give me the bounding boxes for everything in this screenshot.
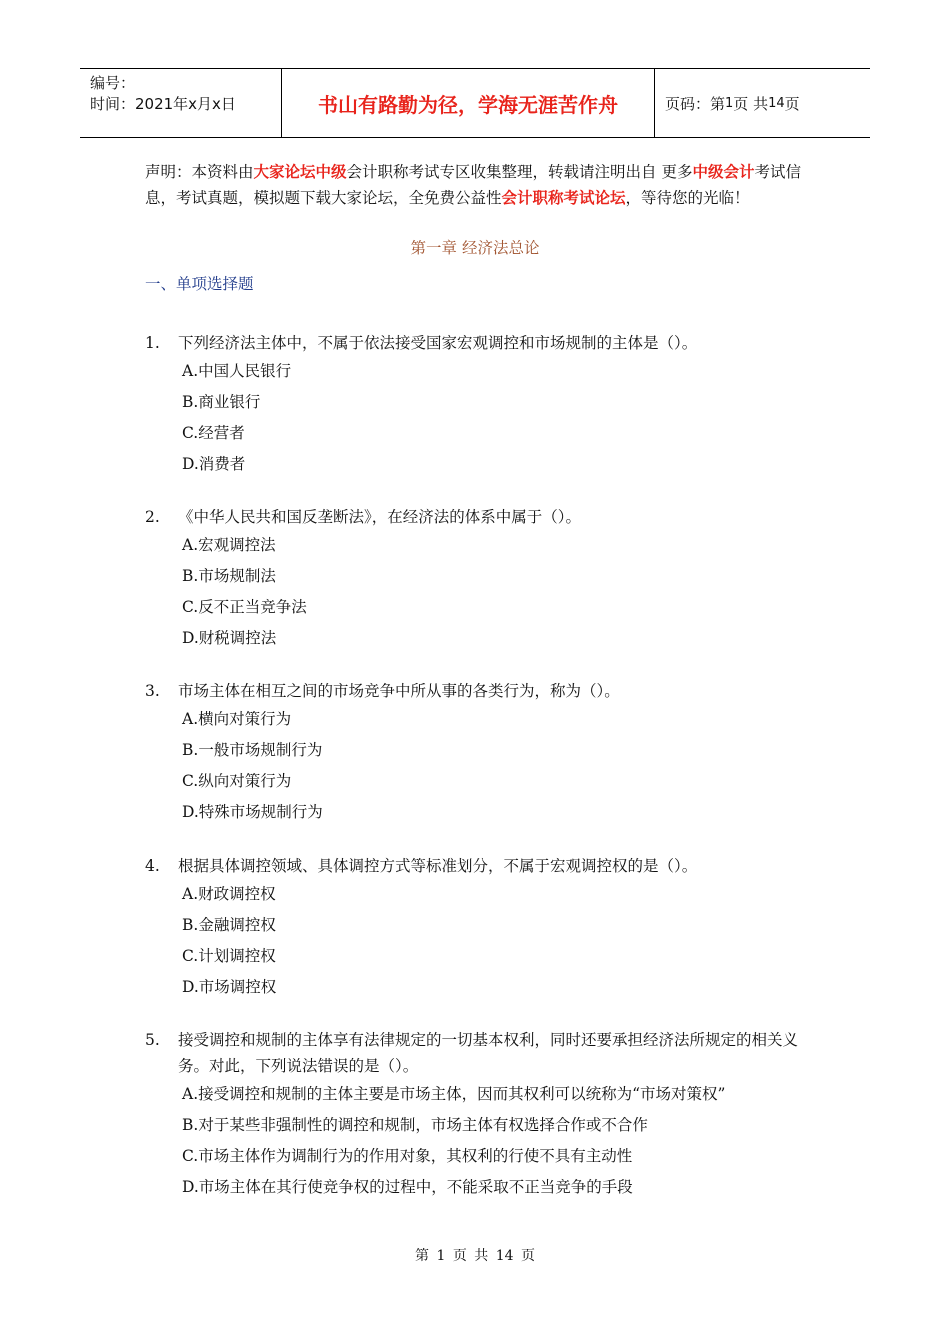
question-text: 市场主体在相互之间的市场竞争中所从事的各类行为，称为（）。 [178, 682, 620, 700]
header-motto: 书山有路勤为径，学海无涯苦作舟 [318, 92, 618, 117]
question-number: 1. [145, 334, 160, 352]
question-text: 根据具体调控领域、具体调控方式等标准划分，不属于宏观调控权的是（）。 [178, 857, 698, 875]
statement-text-1: 声明：本资料由 [145, 163, 254, 181]
option-d: D.市场调控权 [182, 978, 277, 996]
header-page-mid: 页 共 [733, 94, 769, 113]
footer-suffix: 页 [521, 1248, 535, 1264]
chapter-title: 第一章 经济法总论 [410, 239, 540, 257]
document-time-label: 时间：2021年x月x日 [90, 95, 236, 113]
question-item [145, 1027, 815, 1203]
header-page-prefix: 页码：第 [665, 94, 726, 113]
footer-prefix: 第 [414, 1248, 429, 1264]
question-item [145, 678, 815, 828]
question-text: 接受调控和规制的主体享有法律规定的一切基本权利，同时还要承担经济法所规定的相关义务。对此，下列说法错误的是（）。 [178, 1031, 799, 1075]
statement-text-4: ，等待您的光临！ [625, 189, 750, 207]
section-title: 一、单项选择题 [145, 275, 254, 293]
statement-link-accounting[interactable]: 中级会计 [692, 162, 755, 181]
option-b: B.对于某些非强制性的调控和规制，市场主体有权选择合作或不合作 [182, 1116, 648, 1134]
question-text: 下列经济法主体中，不属于依法接受国家宏观调控和市场规制的主体是（）。 [178, 334, 698, 352]
option-a: A.横向对策行为 [182, 710, 292, 728]
footer-page-total: 14 [495, 1248, 514, 1264]
question-text: 《中华人民共和国反垄断法》，在经济法的体系中属于（）。 [178, 508, 582, 526]
question-number: 5. [145, 1031, 160, 1049]
header-page-number: 1 [725, 95, 734, 111]
question-number: 4. [145, 857, 160, 875]
question-item [145, 330, 815, 480]
option-a: A.财政调控权 [182, 885, 276, 903]
option-c: C.反不正当竞争法 [182, 598, 307, 616]
copyright-statement [145, 159, 810, 211]
option-d: D.特殊市场规制行为 [182, 803, 323, 821]
question-item [145, 504, 815, 654]
statement-link-exam-forum[interactable]: 会计职称考试论坛 [501, 188, 626, 207]
header-motto-cell [282, 69, 655, 137]
option-c: C.市场主体作为调制行为的作用对象，其权利的行使不具有主动性 [182, 1147, 633, 1165]
footer-page-number: 1 [436, 1248, 446, 1264]
option-c: C.计划调控权 [182, 947, 276, 965]
question-number: 3. [145, 682, 160, 700]
header-page-suffix: 页 [784, 94, 800, 113]
option-b: B.商业银行 [182, 393, 261, 411]
option-b: B.市场规制法 [182, 567, 276, 585]
question-item [145, 853, 815, 1003]
statement-text-3: 考试信息，考试真题，模拟题下载大家论坛，全免费公益性 [145, 163, 801, 207]
option-b: B.一般市场规制行为 [182, 741, 323, 759]
footer-mid: 页 共 [452, 1248, 489, 1264]
statement-link-forum[interactable]: 大家论坛中级 [253, 162, 347, 181]
statement-text-2: 会计职称考试专区收集整理，转载请注明出自 更多 [346, 163, 693, 181]
option-a: A.接受调控和规制的主体主要是市场主体，因而其权利可以统称为“市场对策权” [182, 1085, 726, 1103]
question-number: 2. [145, 508, 160, 526]
document-number-label: 编号： [90, 74, 136, 92]
option-d: D.财税调控法 [182, 629, 277, 647]
header-page-info [655, 69, 870, 137]
option-d: D.消费者 [182, 455, 246, 473]
option-a: A.宏观调控法 [182, 536, 276, 554]
header-meta [80, 69, 282, 137]
option-a: A.中国人民银行 [182, 362, 292, 380]
option-c: C.经营者 [182, 424, 245, 442]
header-page-total: 14 [768, 95, 785, 111]
option-b: B.金融调控权 [182, 916, 276, 934]
option-c: C.纵向对策行为 [182, 772, 292, 790]
page-header [80, 68, 870, 138]
page-footer [0, 1245, 950, 1265]
option-d: D.市场主体在其行使竞争权的过程中，不能采取不正当竞争的手段 [182, 1178, 633, 1196]
